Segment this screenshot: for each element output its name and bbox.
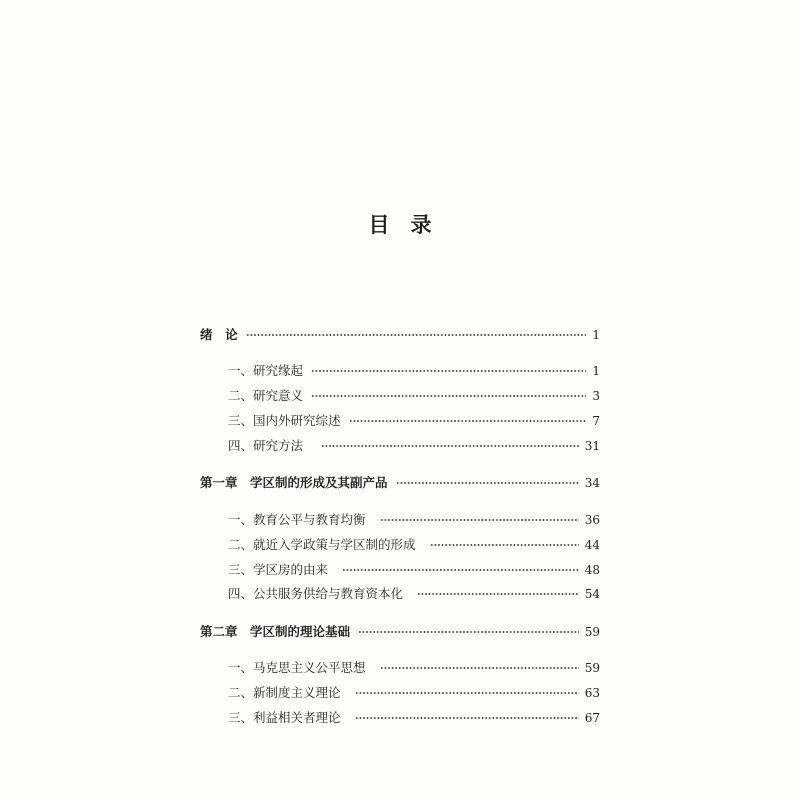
leader-dots [349, 418, 586, 424]
toc-entry-label: 四、公共服务供给与教育资本化 [228, 586, 404, 601]
toc-entry-label: 四、研究方法 [228, 438, 304, 453]
leader-dots [311, 368, 586, 374]
toc-entry-label: 三、学区房的由来 [228, 562, 329, 577]
toc-chapter-entry [200, 624, 600, 640]
leader-dots [342, 567, 579, 573]
leader-dots [396, 480, 579, 486]
toc-section-entry [228, 388, 600, 404]
toc-section-entry [228, 413, 600, 429]
leader-dots [246, 332, 586, 338]
toc-section-entry [228, 710, 600, 726]
page-number: 34 [584, 476, 600, 490]
toc-section-entry [228, 438, 600, 454]
toc-entry-label: 一、马克思主义公平思想 [228, 660, 366, 675]
toc-section-entry [228, 512, 600, 528]
toc-chapter-entry [200, 475, 600, 491]
toc-section-entry [228, 363, 600, 379]
leader-dots [321, 443, 579, 449]
toc-section-entry [228, 660, 600, 676]
leader-dots [380, 517, 579, 523]
toc-section-entry [228, 537, 600, 553]
page-number: 1 [592, 364, 600, 378]
page-number: 59 [584, 661, 600, 675]
toc-entry-label: 一、教育公平与教育均衡 [228, 512, 366, 527]
leader-dots [358, 629, 579, 635]
page-number: 31 [584, 439, 600, 453]
leader-dots [311, 393, 586, 399]
toc-entry-label: 二、就近入学政策与学区制的形成 [228, 537, 416, 552]
page-number: 7 [592, 414, 600, 428]
toc-section-entry [228, 586, 600, 602]
page-number: 63 [584, 686, 600, 700]
toc-title: 目 录 [368, 212, 432, 237]
leader-dots [355, 690, 579, 696]
toc-entry-label: 一、研究缘起 [228, 363, 304, 378]
page-number: 48 [584, 563, 600, 577]
page-number: 54 [584, 587, 600, 601]
leader-dots [417, 591, 579, 597]
toc-chapter-entry [200, 327, 600, 343]
page-number: 59 [584, 625, 600, 639]
toc-entry-label: 三、利益相关者理论 [228, 710, 341, 725]
toc-entry-label: 二、研究意义 [228, 388, 304, 403]
toc-entry-label: 二、新制度主义理论 [228, 685, 341, 700]
page-number: 67 [584, 711, 600, 725]
toc-entry-label: 三、国内外研究综述 [228, 413, 341, 428]
leader-dots [355, 715, 579, 721]
toc-section-entry [228, 562, 600, 578]
page-number: 36 [584, 513, 600, 527]
leader-dots [380, 665, 579, 671]
leader-dots [430, 542, 579, 548]
page-number: 44 [584, 538, 600, 552]
toc-entry-label: 第二章 学区制的理论基础 [200, 624, 351, 639]
toc-entry-label: 绪 论 [200, 327, 238, 342]
page-number: 1 [592, 328, 600, 342]
page-number: 3 [592, 389, 600, 403]
toc-section-entry [228, 685, 600, 701]
toc-entry-label: 第一章 学区制的形成及其副产品 [200, 475, 388, 490]
